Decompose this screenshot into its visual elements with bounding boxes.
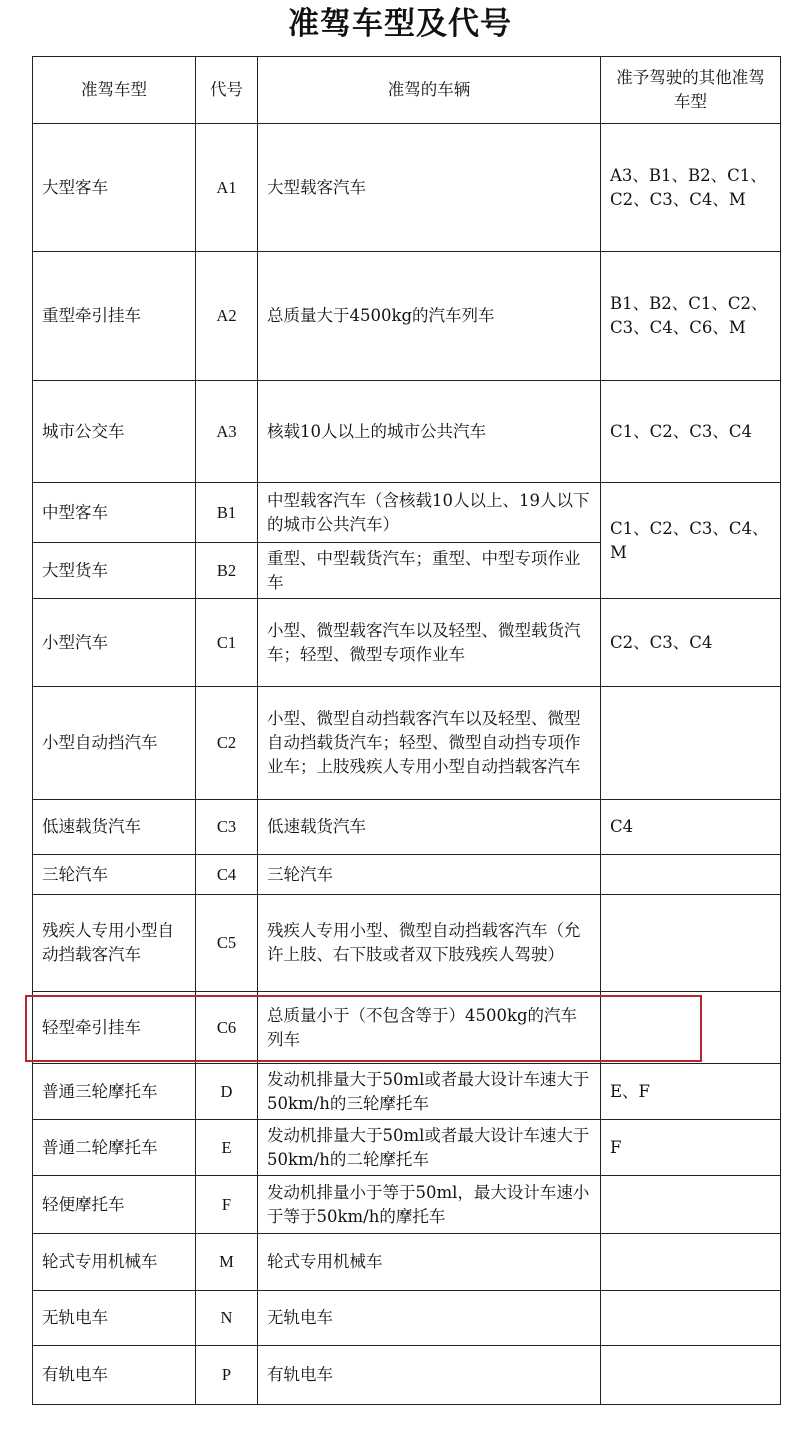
row-vehicles: 无轨电车 — [258, 1291, 601, 1346]
row-code: E — [196, 1120, 258, 1176]
row-others: C1、C2、C3、C4、M — [601, 483, 781, 599]
row-vehicles: 低速载货汽车 — [258, 800, 601, 855]
row-type: 有轨电车 — [33, 1346, 196, 1405]
row-type: 小型自动挡汽车 — [33, 687, 196, 800]
row-others: A3、B1、B2、C1、C2、C3、C4、M — [601, 124, 781, 252]
row-vehicles: 中型载客汽车（含核载10人以上、19人以下的城市公共汽车） — [258, 483, 601, 543]
row-type: 残疾人专用小型自动挡载客汽车 — [33, 895, 196, 992]
row-vehicles: 发动机排量小于等于50ml，最大设计车速小于等于50km/h的摩托车 — [258, 1176, 601, 1234]
table-row — [33, 1234, 781, 1291]
row-code: B1 — [196, 483, 258, 543]
table-row — [33, 1120, 781, 1176]
row-vehicles: 小型、微型载客汽车以及轻型、微型载货汽车；轻型、微型专项作业车 — [258, 599, 601, 687]
row-code: D — [196, 1064, 258, 1120]
row-code: P — [196, 1346, 258, 1405]
row-vehicles: 轮式专用机械车 — [258, 1234, 601, 1291]
row-code: N — [196, 1291, 258, 1346]
row-type: 小型汽车 — [33, 599, 196, 687]
table-row — [33, 483, 781, 543]
row-others — [601, 687, 781, 800]
row-type: 城市公交车 — [33, 381, 196, 483]
row-type: 轮式专用机械车 — [33, 1234, 196, 1291]
header-code: 代号 — [196, 57, 258, 124]
row-code: C4 — [196, 855, 258, 895]
row-code: C5 — [196, 895, 258, 992]
table-row — [33, 800, 781, 855]
row-vehicles: 核载10人以上的城市公共汽车 — [258, 381, 601, 483]
table-row — [33, 1176, 781, 1234]
row-type: 轻型牵引挂车 — [33, 992, 196, 1064]
table-row — [33, 124, 781, 252]
row-code: A1 — [196, 124, 258, 252]
row-type: 中型客车 — [33, 483, 196, 543]
row-type: 普通二轮摩托车 — [33, 1120, 196, 1176]
row-code: B2 — [196, 543, 258, 599]
row-others — [601, 992, 781, 1064]
table-row — [33, 855, 781, 895]
row-type: 三轮汽车 — [33, 855, 196, 895]
row-type: 大型货车 — [33, 543, 196, 599]
row-code: A2 — [196, 252, 258, 381]
table-row — [33, 381, 781, 483]
row-others — [601, 895, 781, 992]
row-code: C6 — [196, 992, 258, 1064]
row-others: C1、C2、C3、C4 — [601, 381, 781, 483]
row-others — [601, 855, 781, 895]
header-type: 准驾车型 — [33, 57, 196, 124]
table-row — [33, 992, 781, 1064]
row-vehicles: 发动机排量大于50ml或者最大设计车速大于50km/h的二轮摩托车 — [258, 1120, 601, 1176]
header-others: 准予驾驶的其他准驾车型 — [601, 57, 781, 124]
table-row — [33, 599, 781, 687]
header-vehicles: 准驾的车辆 — [258, 57, 601, 124]
row-type: 低速载货汽车 — [33, 800, 196, 855]
row-others: E、F — [601, 1064, 781, 1120]
table-row — [33, 1346, 781, 1405]
row-type: 重型牵引挂车 — [33, 252, 196, 381]
row-vehicles: 残疾人专用小型、微型自动挡载客汽车（允许上肢、右下肢或者双下肢残疾人驾驶） — [258, 895, 601, 992]
row-type: 轻便摩托车 — [33, 1176, 196, 1234]
row-others: B1、B2、C1、C2、C3、C4、C6、M — [601, 252, 781, 381]
row-vehicles: 大型载客汽车 — [258, 124, 601, 252]
row-others — [601, 1234, 781, 1291]
row-vehicles: 三轮汽车 — [258, 855, 601, 895]
row-others: C2、C3、C4 — [601, 599, 781, 687]
row-type: 大型客车 — [33, 124, 196, 252]
table-row — [33, 1291, 781, 1346]
row-vehicles: 总质量小于（不包含等于）4500kg的汽车列车 — [258, 992, 601, 1064]
row-others: C4 — [601, 800, 781, 855]
table-row — [33, 1064, 781, 1120]
page-title: 准驾车型及代号 — [288, 6, 512, 42]
row-code: C1 — [196, 599, 258, 687]
table-row — [33, 252, 781, 381]
row-code: A3 — [196, 381, 258, 483]
row-vehicles: 小型、微型自动挡载客汽车以及轻型、微型自动挡载货汽车；轻型、微型自动挡专项作业车；上肢残疾人专用小型自动挡载客汽车 — [258, 687, 601, 800]
row-code: F — [196, 1176, 258, 1234]
row-vehicles: 总质量大于4500kg的汽车列车 — [258, 252, 601, 381]
table-row — [33, 687, 781, 800]
row-others — [601, 1176, 781, 1234]
license-table — [32, 56, 781, 1405]
row-others — [601, 1291, 781, 1346]
row-code: C3 — [196, 800, 258, 855]
table-row — [33, 895, 781, 992]
row-vehicles: 发动机排量大于50ml或者最大设计车速大于50km/h的三轮摩托车 — [258, 1064, 601, 1120]
row-vehicles: 有轨电车 — [258, 1346, 601, 1405]
header-row — [33, 57, 781, 124]
row-vehicles: 重型、中型载货汽车；重型、中型专项作业车 — [258, 543, 601, 599]
row-others: F — [601, 1120, 781, 1176]
row-type: 普通三轮摩托车 — [33, 1064, 196, 1120]
row-code: M — [196, 1234, 258, 1291]
row-type: 无轨电车 — [33, 1291, 196, 1346]
row-code: C2 — [196, 687, 258, 800]
row-others — [601, 1346, 781, 1405]
